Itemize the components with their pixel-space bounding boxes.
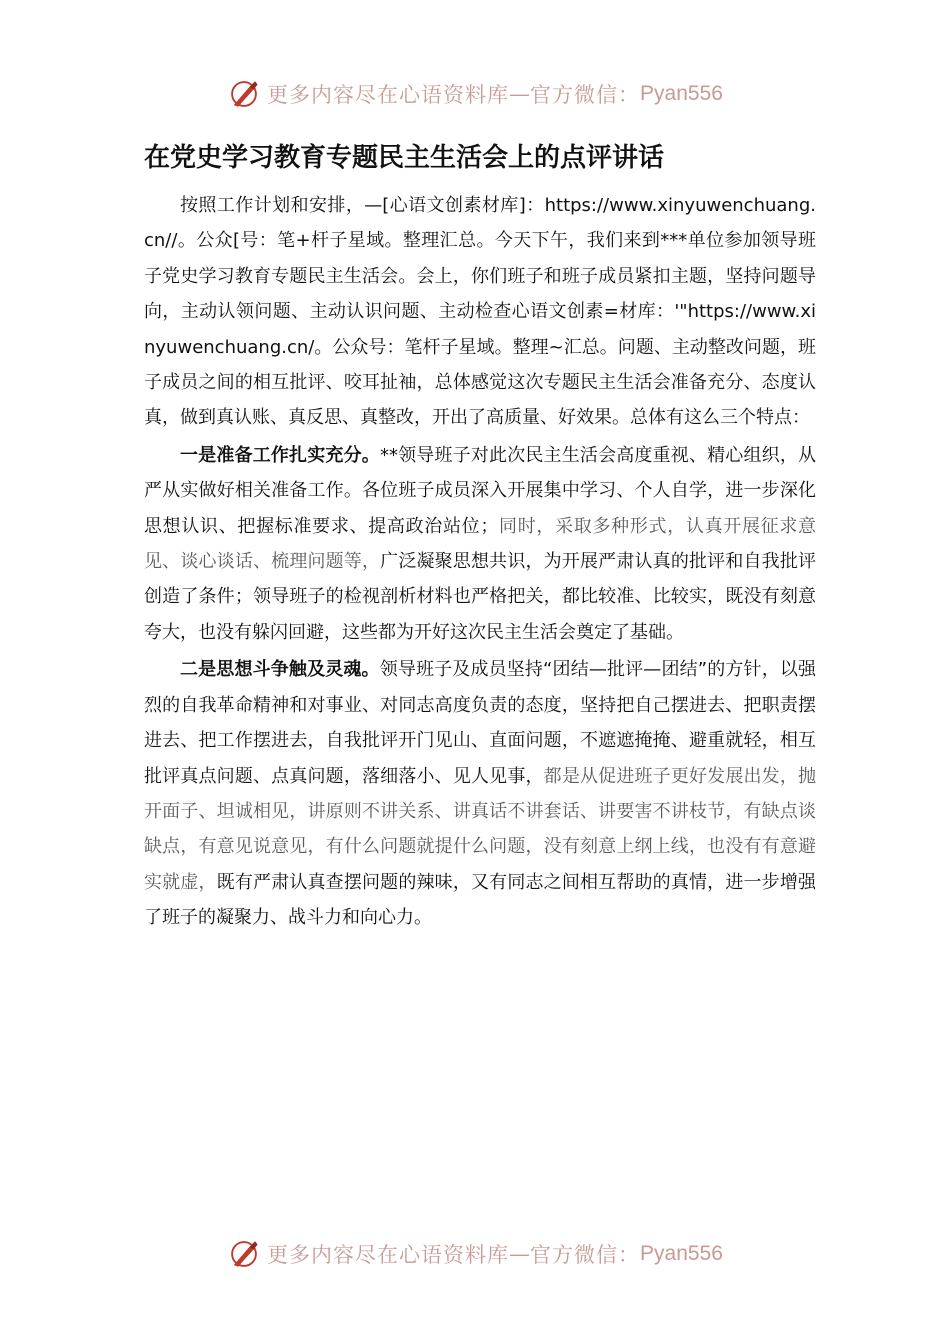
header-watermark-banner: [0, 74, 950, 114]
paragraph-point-1: [144, 438, 816, 650]
banner-separator: —: [509, 82, 531, 106]
paragraph-tail: 既有严肃认真查摆问题的辣味，又有同志之间相互帮助的真情，进一步增强了班子的凝聚力、战斗力和向心力。: [144, 871, 817, 929]
banner-account: Pyan556: [640, 1242, 723, 1265]
pen-logo-icon: [227, 77, 261, 111]
paragraph-text: 领导班子及成员坚持“团结—批评—团结”的方针，以强烈的自我革命精神和对事业、对同志高度负责的态度，坚持把自己摆进去、把职责摆进去、把工作摆进去，自我批评开门见山、直面问题，不遮遮掩掩、避重就轻，相互批评真点问题、点真问题，落细落小、见人见事，: [144, 659, 817, 787]
paragraph-soft-text: 同时，采取多种形式，认真开展征求意见、谈心谈话、梳理问题等，: [144, 515, 816, 573]
document-title: 在党史学习教育专题民主生活会上的点评讲话: [144, 143, 665, 173]
banner-wechat-text: 官方微信：: [530, 1243, 641, 1267]
banner-account: Pyan556: [640, 82, 723, 105]
document-body: [144, 188, 816, 938]
paragraph-point-2: [144, 652, 816, 935]
paragraph-tail: 广泛凝聚思想共识，为开展严肃认真的批评和自我批评创造了条件；领导班子的检视剖析材料也严格把关，都比较准、比较实，既没有刻意夸大，也没有躲闪回避，这些都为开好这次民主生活会奠定了基础。: [144, 551, 817, 643]
pen-logo-icon: [227, 1237, 261, 1271]
paragraph-lead: 二是思想斗争触及灵魂。: [180, 659, 380, 681]
banner-separator: —: [509, 1242, 531, 1266]
paragraph-lead: 一是准备工作扎实充分。: [180, 444, 380, 466]
paragraph-soft-text: 都是从促进班子更好发展出发，抛开面子、坦诚相见，讲原则不讲关系、讲真话不讲套话、讲要害不讲枝节，有缺点谈缺点，有意见说意见，有什么问题就提什么问题，没有刻意上纲上线，也没有有意避实就虚，: [144, 765, 817, 893]
banner-main-text: 更多内容尽在心语资料库: [267, 83, 510, 107]
footer-watermark-banner: [0, 1234, 950, 1274]
paragraph-text: 按照工作计划和安排，—[心语文创素材库]：https://www.xinyuwenchuang.cn//。公众[号：笔+杆子星域。整理汇总。今天下午，我们来到***单位参加领导班子党史学习教育专题民主生活会。会上，你们班子和班子成员紧扣主题，坚持问题导向，主动认领问题、主动认识问题、主动检查心语文创素=材库：'"https://www.xinyuwenchuang.cn/。公众号：笔杆子星域。整理~汇总。问题、主动整改问题，班子成员之间的相互批评、咬耳扯袖，总体感觉这次专题民主生活会准备充分、态度认真，做到真认账、真反思、真整改，开出了高质量、好效果。总体有这么三个特点：: [144, 195, 816, 429]
paragraph-text: **领导班子对此次民主生活会高度重视、精心组织，从严从实做好相关准备工作。各位班子成员深入开展集中学习、个人自学，进一步深化思想认识、把握标准要求、提高政治站位；: [144, 444, 817, 537]
paragraph-intro: [144, 188, 816, 436]
banner-wechat-text: 官方微信：: [530, 83, 641, 107]
banner-main-text: 更多内容尽在心语资料库: [267, 1243, 510, 1267]
